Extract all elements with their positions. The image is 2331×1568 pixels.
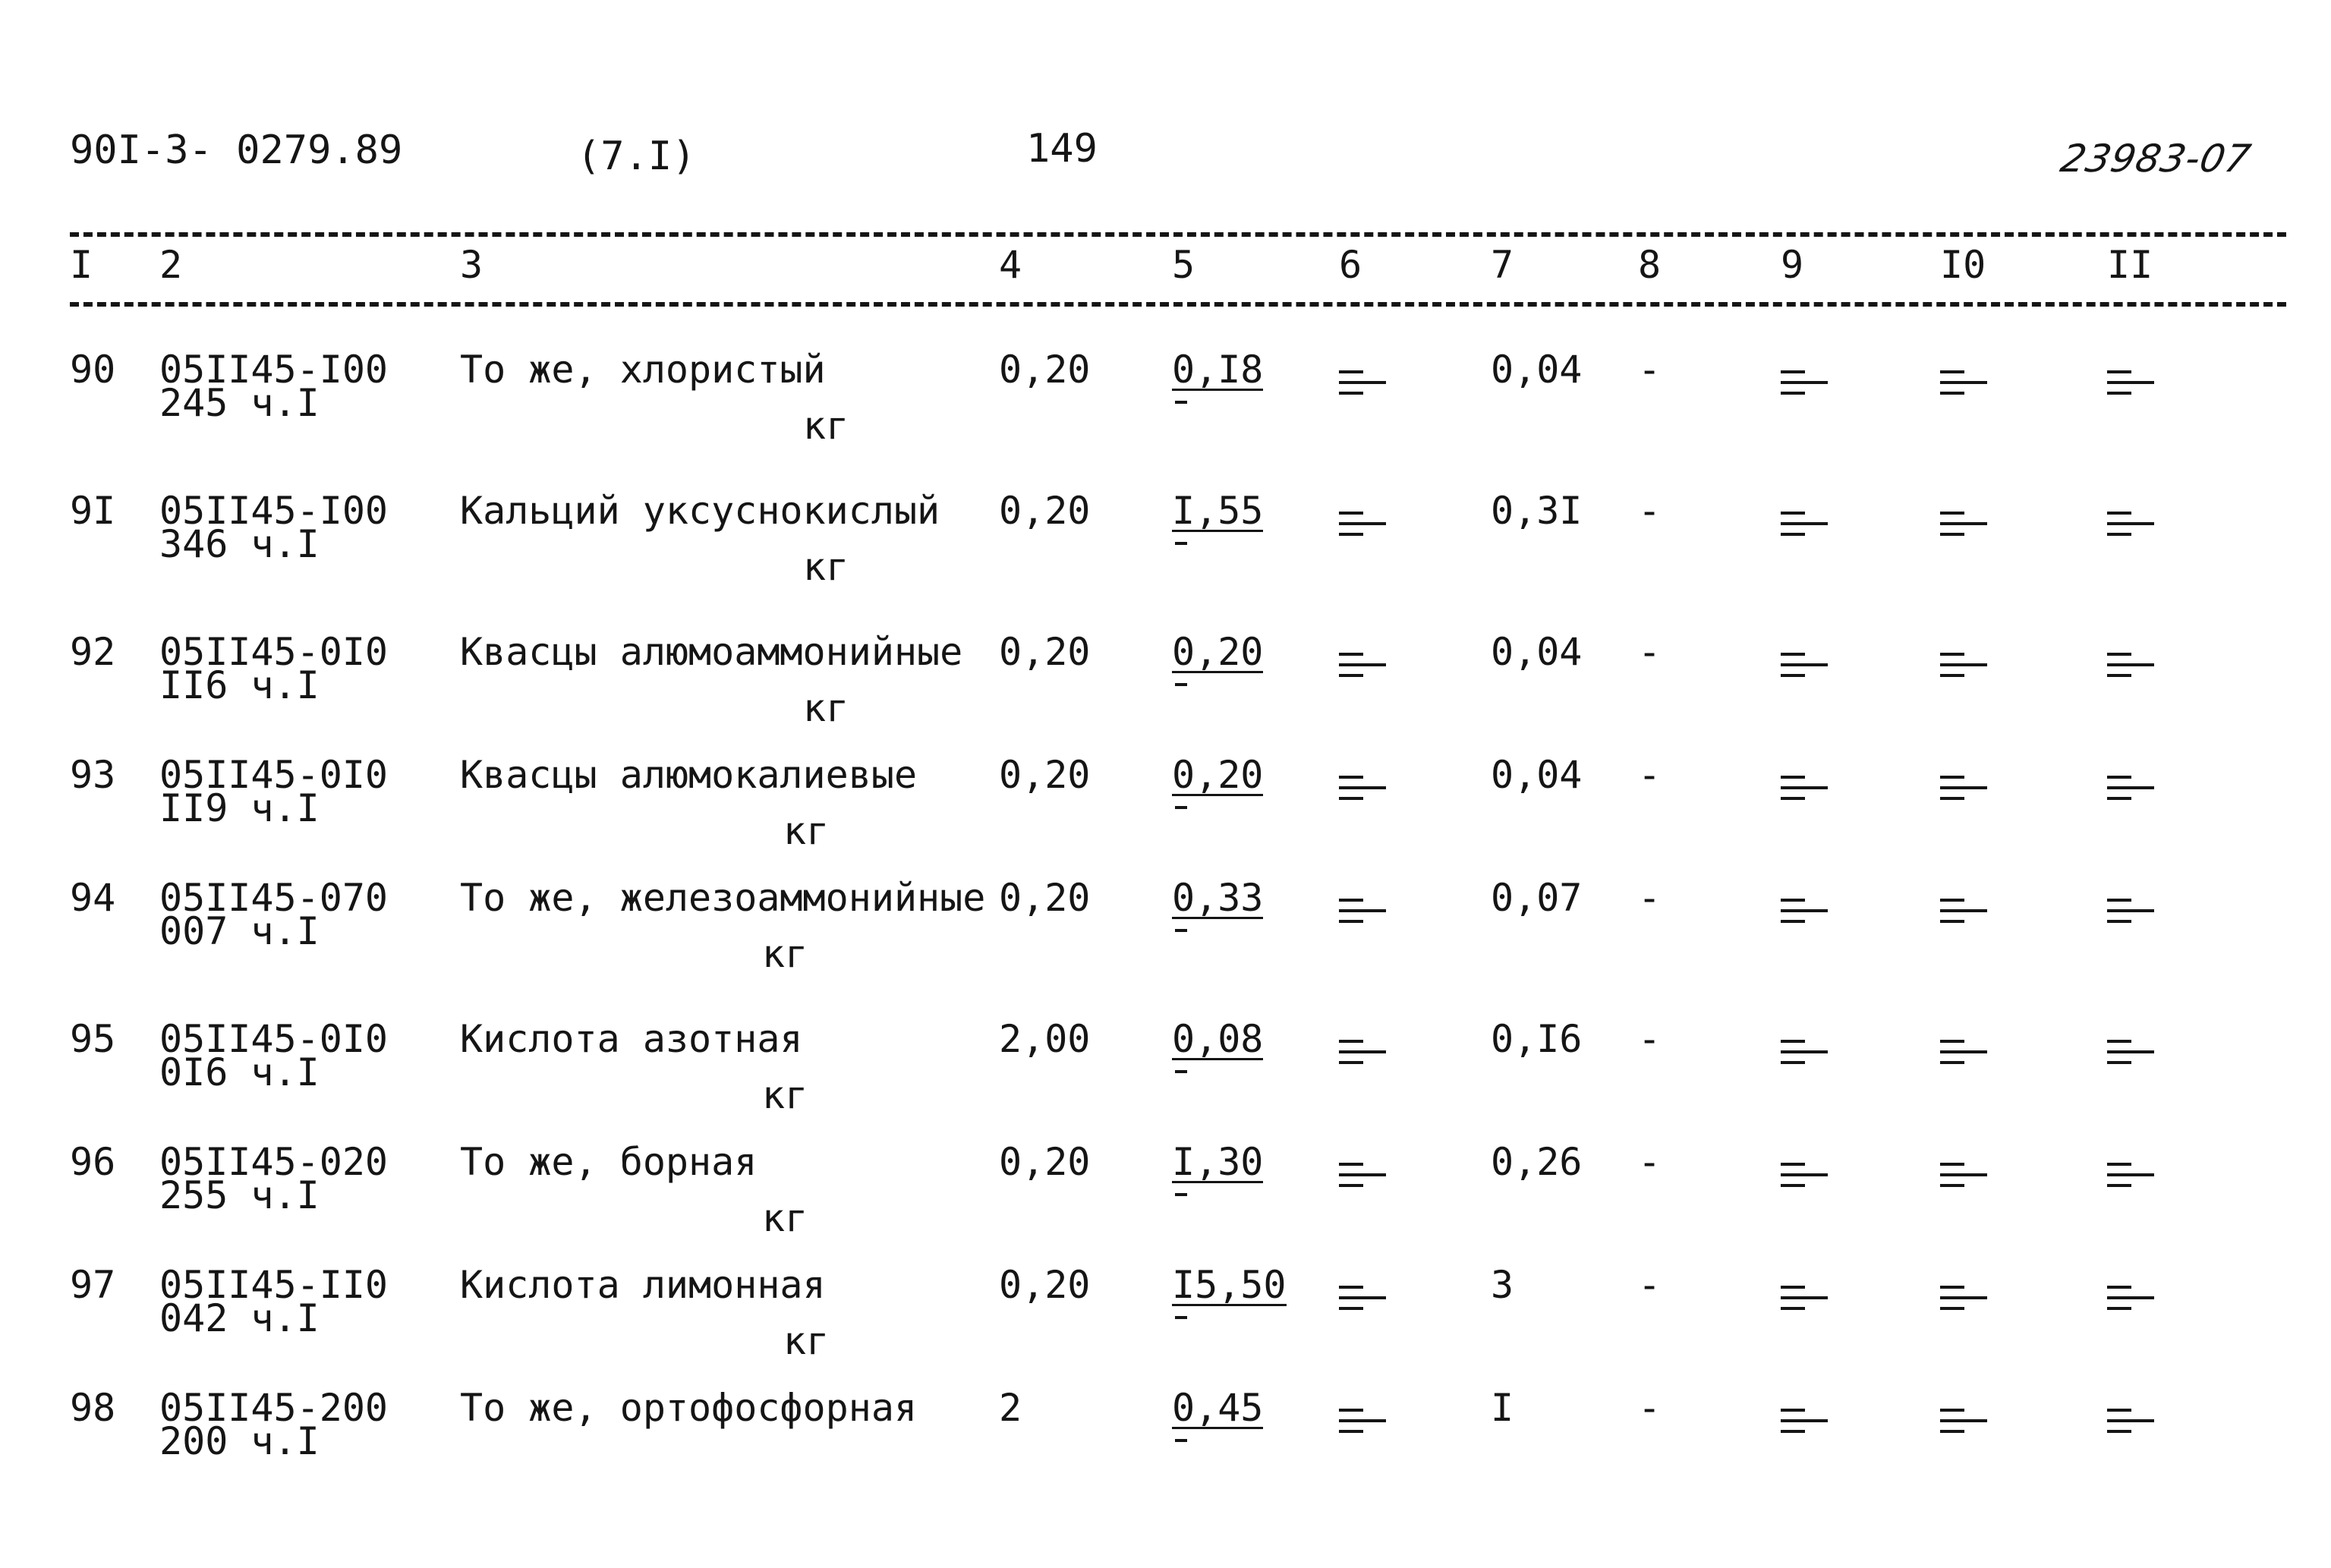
material-name: Кислота азотная [460, 1017, 803, 1061]
norm-value: 0,20 [999, 876, 1091, 920]
catalog-reference: II9 ч.I [159, 786, 320, 830]
ditto-mark-c11 [2107, 1404, 2153, 1440]
price-subdash [1175, 401, 1187, 404]
empty-dash: - [1638, 1140, 1662, 1184]
column-number: 8 [1638, 243, 1662, 287]
unit-price-value: 0,20 [1172, 630, 1264, 674]
ditto-mark-c6 [1339, 771, 1384, 808]
unit-price-value: 0,33 [1172, 876, 1264, 920]
total-value: 0,26 [1491, 1140, 1583, 1184]
ditto-mark-c9 [1781, 1281, 1826, 1318]
ditto-mark-c6 [1339, 1158, 1384, 1195]
unit-price-value: 0,20 [1172, 753, 1264, 797]
price-subdash [1175, 1193, 1187, 1196]
resource-code: 05II45-200 [159, 1386, 389, 1430]
ditto-mark-c11 [2107, 648, 2153, 685]
resource-code: 05II45-I00 [159, 348, 389, 392]
norm-value: 0,20 [999, 630, 1091, 674]
total-value: 0,04 [1491, 630, 1583, 674]
material-name: То же, ортофосфорная [460, 1386, 918, 1430]
material-name: Кальций уксуснокислый [460, 489, 940, 533]
ditto-mark-c6 [1339, 894, 1384, 930]
archive-stamp: 23983-07 [2056, 137, 2255, 181]
norm-value: 2 [999, 1386, 1022, 1430]
unit-label: кг [783, 809, 830, 853]
unit-label: кг [762, 1196, 808, 1240]
resource-code: 05II45-0I0 [159, 1017, 389, 1061]
row-number: 95 [70, 1017, 116, 1061]
catalog-reference: 0I6 ч.I [159, 1050, 320, 1094]
empty-dash: - [1638, 876, 1662, 920]
ditto-mark-c10 [1940, 366, 1986, 402]
empty-dash: - [1638, 1386, 1662, 1430]
ditto-mark-c11 [2107, 366, 2153, 402]
header-rule-bottom [70, 302, 2286, 307]
column-number: I0 [1940, 243, 1986, 287]
norm-value: 0,20 [999, 753, 1091, 797]
price-subdash [1175, 929, 1187, 932]
ditto-mark-c6 [1339, 507, 1384, 543]
unit-label: кг [803, 404, 849, 448]
unit-price [1172, 1263, 1287, 1307]
column-number: 3 [460, 243, 484, 287]
ditto-mark-c10 [1940, 507, 1986, 543]
resource-code: 05II45-I00 [159, 489, 389, 533]
unit-price [1172, 1386, 1264, 1430]
section-number: (7.I) [577, 134, 696, 179]
catalog-reference: 007 ч.I [159, 909, 320, 953]
row-number: 97 [70, 1263, 116, 1307]
unit-price [1172, 876, 1264, 920]
total-value: 0,04 [1491, 753, 1583, 797]
ditto-mark-c9 [1781, 366, 1826, 402]
row-number: 92 [70, 630, 116, 674]
ditto-mark-c6 [1339, 366, 1384, 402]
price-subdash [1175, 542, 1187, 545]
page-number: 149 [1026, 126, 1098, 172]
ditto-mark-c9 [1781, 1158, 1826, 1195]
header-rule-top [70, 232, 2286, 237]
resource-code: 05II45-070 [159, 876, 389, 920]
catalog-reference: 042 ч.I [159, 1296, 320, 1340]
catalog-reference: 255 ч.I [159, 1173, 320, 1217]
norm-value: 0,20 [999, 489, 1091, 533]
empty-dash: - [1638, 489, 1662, 533]
total-value: 0,I6 [1491, 1017, 1583, 1061]
price-subdash [1175, 806, 1187, 809]
unit-price [1172, 489, 1264, 533]
ditto-mark-c9 [1781, 648, 1826, 685]
price-subdash [1175, 1070, 1187, 1073]
total-value: 0,07 [1491, 876, 1583, 920]
unit-price-value: 0,08 [1172, 1017, 1264, 1061]
column-number: 6 [1339, 243, 1362, 287]
material-name: То же, хлористый [460, 348, 826, 392]
unit-label: кг [762, 932, 808, 976]
ditto-mark-c10 [1940, 1158, 1986, 1195]
unit-price-value: 0,I8 [1172, 348, 1264, 392]
catalog-reference: 245 ч.I [159, 381, 320, 425]
unit-price-value: I,55 [1172, 489, 1264, 533]
row-number: 96 [70, 1140, 116, 1184]
unit-price [1172, 1140, 1264, 1184]
catalog-reference: 346 ч.I [159, 522, 320, 566]
ditto-mark-c10 [1940, 1035, 1986, 1072]
norm-value: 0,20 [999, 1263, 1091, 1307]
catalog-reference: II6 ч.I [159, 663, 320, 707]
empty-dash: - [1638, 630, 1662, 674]
total-value: I [1491, 1386, 1514, 1430]
ditto-mark-c10 [1940, 1281, 1986, 1318]
column-number: I [70, 243, 93, 287]
resource-code: 05II45-0I0 [159, 630, 389, 674]
total-value: 3 [1491, 1263, 1514, 1307]
row-number: 90 [70, 348, 116, 392]
column-number: 7 [1491, 243, 1514, 287]
row-number: 93 [70, 753, 116, 797]
ditto-mark-c6 [1339, 1035, 1384, 1072]
ditto-mark-c6 [1339, 648, 1384, 685]
material-name: Квасцы алюмоаммонийные [460, 630, 963, 674]
material-name: Квасцы алюмокалиевые [460, 753, 918, 797]
ditto-mark-c10 [1940, 894, 1986, 930]
unit-price [1172, 1017, 1264, 1061]
norm-value: 0,20 [999, 348, 1091, 392]
row-number: 94 [70, 876, 116, 920]
price-subdash [1175, 1316, 1187, 1319]
unit-price-value: 0,45 [1172, 1386, 1264, 1430]
unit-label: кг [803, 686, 849, 730]
empty-dash: - [1638, 753, 1662, 797]
row-number: 98 [70, 1386, 116, 1430]
column-number: II [2107, 243, 2153, 287]
unit-label: кг [762, 1073, 808, 1117]
ditto-mark-c11 [2107, 1035, 2153, 1072]
price-subdash [1175, 1439, 1187, 1442]
column-number: 9 [1781, 243, 1804, 287]
ditto-mark-c9 [1781, 894, 1826, 930]
ditto-mark-c10 [1940, 1404, 1986, 1440]
unit-price [1172, 630, 1264, 674]
unit-price [1172, 348, 1264, 392]
ditto-mark-c10 [1940, 771, 1986, 808]
price-subdash [1175, 683, 1187, 686]
resource-code: 05II45-II0 [159, 1263, 389, 1307]
ditto-mark-c11 [2107, 894, 2153, 930]
material-name: Кислота лимонная [460, 1263, 826, 1307]
ditto-mark-c6 [1339, 1404, 1384, 1440]
ditto-mark-c11 [2107, 1158, 2153, 1195]
ditto-mark-c11 [2107, 507, 2153, 543]
ditto-mark-c9 [1781, 1035, 1826, 1072]
column-number: 5 [1172, 243, 1195, 287]
ditto-mark-c9 [1781, 1404, 1826, 1440]
unit-price-value: I,30 [1172, 1140, 1264, 1184]
unit-label: кг [783, 1319, 830, 1363]
ditto-mark-c9 [1781, 771, 1826, 808]
norm-value: 0,20 [999, 1140, 1091, 1184]
unit-price-value: I5,50 [1172, 1263, 1287, 1307]
empty-dash: - [1638, 1017, 1662, 1061]
material-name: То же, железоаммонийные [460, 876, 986, 920]
unit-label: кг [803, 545, 849, 589]
total-value: 0,3I [1491, 489, 1583, 533]
row-number: 9I [70, 489, 116, 533]
doc-code: 90I-3- 0279.89 [70, 128, 403, 173]
column-number: 4 [999, 243, 1022, 287]
material-name: То же, борная [460, 1140, 758, 1184]
ditto-mark-c11 [2107, 1281, 2153, 1318]
norm-value: 2,00 [999, 1017, 1091, 1061]
resource-code: 05II45-020 [159, 1140, 389, 1184]
empty-dash: - [1638, 348, 1662, 392]
ditto-mark-c10 [1940, 648, 1986, 685]
unit-price [1172, 753, 1264, 797]
total-value: 0,04 [1491, 348, 1583, 392]
ditto-mark-c6 [1339, 1281, 1384, 1318]
resource-code: 05II45-0I0 [159, 753, 389, 797]
ditto-mark-c11 [2107, 771, 2153, 808]
column-number: 2 [159, 243, 183, 287]
ditto-mark-c9 [1781, 507, 1826, 543]
empty-dash: - [1638, 1263, 1662, 1307]
catalog-reference: 200 ч.I [159, 1419, 320, 1463]
